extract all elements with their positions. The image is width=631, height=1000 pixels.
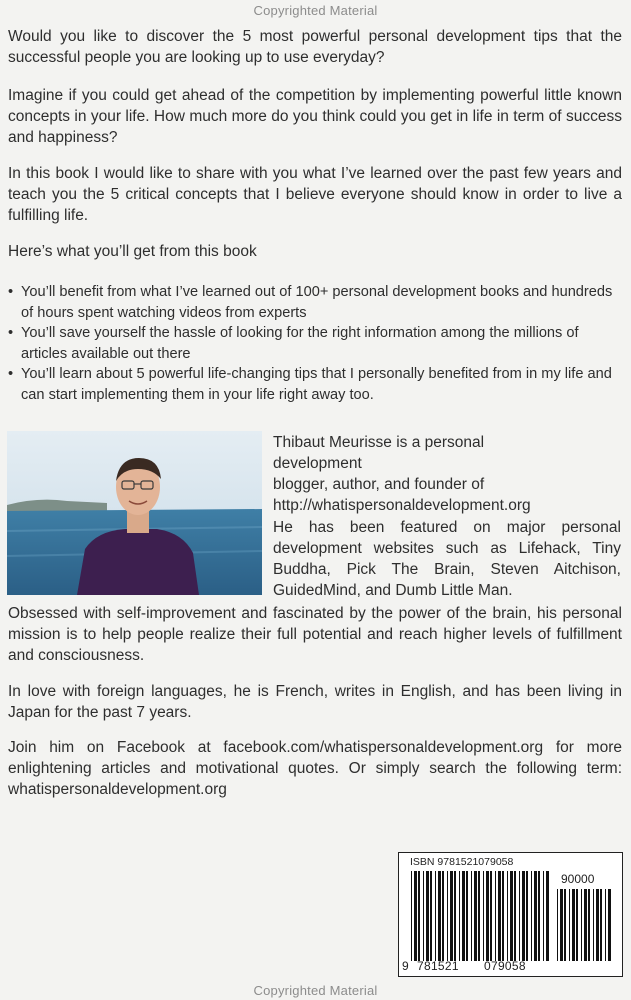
benefit-item: • You’ll learn about 5 powerful life-changing tips that I personally benefited from in my life and can start implementing them in your life right away too. [8,364,628,405]
barcode-bar [462,871,465,961]
barcode-bar [474,871,477,961]
barcode-bar [442,871,444,961]
barcode-bar [584,889,587,961]
barcode-bar [435,871,436,961]
benefits-list [8,282,628,405]
barcode-bar [490,871,492,961]
barcode-bar [471,871,472,961]
barcode-bar [486,871,489,961]
barcode-bar [483,871,484,961]
intro-paragraph-1: Would you like to discover the 5 most powerful personal development tips that the successful people you are looking up to use everyday? [8,28,622,66]
benefit-item: • You’ll save yourself the hassle of looking for the right information among the millions of articles available out there [8,323,628,364]
isbn-digit-first: 9 [402,959,409,973]
author-languages-paragraph: In love with foreign languages, he is French, writes in English, and has been living in Japan for the past 7 years. [8,683,622,721]
barcode-bar [459,871,460,961]
barcode-bar [593,889,594,961]
isbn-digits-right: 079058 [484,959,526,973]
price-code: 90000 [561,872,595,886]
barcode-bar [502,871,504,961]
isbn-barcode [398,852,623,977]
author-mission-paragraph: Obsessed with self-improvement and fascinated by the power of the brain, his personal mission is to help people realize their full potential and reach higher levels of fulfillment and consciousness. [8,605,622,664]
barcode-bar [507,871,508,961]
barcode-bar [411,871,412,961]
barcode-bar [450,871,453,961]
copyright-watermark-top: Copyrighted Material [253,3,378,18]
barcode-bar [519,871,520,961]
barcode-bar [581,889,582,961]
barcode-bar [596,889,599,961]
barcode-bar [538,871,540,961]
author-intro-line: blogger, author, and founder of [273,476,485,493]
author-intro [273,432,573,516]
barcode-bar [526,871,528,961]
benefits-heading: Here’s what you’ll get from this book [8,243,257,260]
author-intro-line: Thibaut Meurisse is a personal development [273,434,485,472]
barcode-bar [430,871,432,961]
barcode-bar [605,889,606,961]
barcode-bar [418,871,420,961]
author-featured-paragraph: He has been featured on major personal development websites such as Lifehack, Tiny Buddha, Pick The Brain, Steven Aitchison, GuidedMind, and Dumb Little Man. [273,519,621,599]
copyright-watermark-bottom: Copyrighted Material [253,983,378,998]
barcode-bar [426,871,429,961]
barcode-bar [576,889,578,961]
barcode-bar [588,889,590,961]
isbn-digits-left: 781521 [417,959,459,973]
isbn-label: ISBN 9781521079058 [410,856,514,868]
barcode-bar [608,889,611,961]
author-website-link[interactable]: http://whatispersonaldevelopment.org [273,497,531,514]
barcode-bar [495,871,496,961]
barcode-bar [564,889,566,961]
barcode-bar [569,889,570,961]
barcode-bar [534,871,537,961]
author-facebook-paragraph: Join him on Facebook at facebook.com/whatispersonaldevelopment.org for more enlightening articles and motivational quotes. Or simply search the following term: whatispersonaldevelopment.org [8,739,622,798]
barcode-bar [466,871,468,961]
barcode-bar [510,871,513,961]
intro-paragraph-2: Imagine if you could get ahead of the competition by implementing powerful little known concepts in your life. How much more do you think could you get in life in term of success and happiness? [8,87,622,146]
barcode-bar [498,871,501,961]
barcode-bar [560,889,563,961]
barcode-bar [600,889,602,961]
barcode-bar [447,871,448,961]
barcode-bar [546,871,549,961]
barcode-bar [531,871,532,961]
barcode-bar [423,871,424,961]
barcode-bar [557,889,558,961]
barcode-bar [414,871,417,961]
author-photo [7,431,262,595]
barcode-bar [522,871,525,961]
barcode-bar [454,871,456,961]
barcode-bar [478,871,480,961]
barcode-bar [438,871,441,961]
barcode-bar [514,871,516,961]
intro-paragraph-3: In this book I would like to share with you what I’ve learned over the past few years and teach you the 5 critical concepts that I believe everyone should know in order to live a fulfilling life. [8,165,622,224]
benefit-item: • You’ll benefit from what I’ve learned out of 100+ personal development books and hundreds of hours spent watching videos from experts [8,282,628,323]
barcode-bar [543,871,544,961]
barcode-bar [572,889,575,961]
